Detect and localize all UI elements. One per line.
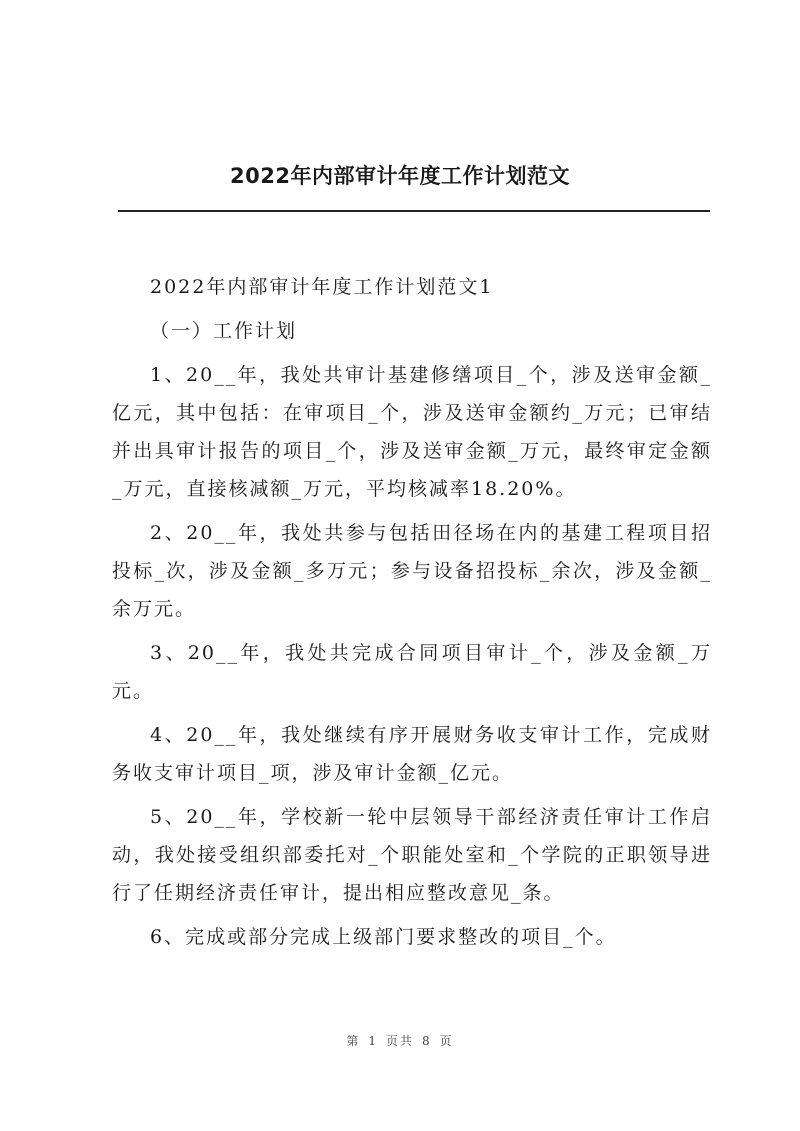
paragraph: 3、20__年，我处共完成合同项目审计_个，涉及金额_万元。 [112, 642, 712, 702]
section-heading: （一）工作计划 [150, 320, 298, 342]
footer-suffix: 页 [439, 1034, 454, 1048]
document-body [112, 268, 712, 962]
document-title: 2022年内部审计年度工作计划范文 [230, 164, 570, 188]
paragraph: 2、20__年，我处共参与包括田径场在内的基建工程项目招投标_次，涉及金额_多万元；参与设备招投标_余次，涉及金额_余万元。 [112, 522, 712, 620]
footer-page-number: 1 [368, 1034, 378, 1048]
paragraph: 4、20__年，我处继续有序开展财务收支审计工作，完成财务收支审计项目_项，涉及审计金额_亿元。 [112, 724, 712, 784]
paragraph: 5、20__年，学校新一轮中层领导干部经济责任审计工作启动，我处接受组织部委托对_个职能处室和_个学院的正职领导进行了任期经济责任审计，提出相应整改意见_条。 [112, 806, 712, 904]
paragraph: 1、20__年，我处共审计基建修缮项目_个，涉及送审金额_亿元，其中包括：在审项目_个，涉及送审金额约_万元；已审结并出具审计报告的项目_个，涉及送审金额_万元，最终审定金额_万元，直接核减额_万元，平均核减率18.20%。 [112, 364, 712, 500]
paragraph: 6、完成或部分完成上级部门要求整改的项目_个。 [150, 926, 617, 948]
footer-total-pages: 8 [422, 1034, 432, 1048]
document-subtitle: 2022年内部审计年度工作计划范文1 [150, 276, 494, 298]
title-divider [118, 210, 710, 212]
footer-prefix: 第 [346, 1034, 361, 1048]
footer-middle: 页共 [385, 1034, 414, 1048]
page-footer [0, 1032, 800, 1049]
